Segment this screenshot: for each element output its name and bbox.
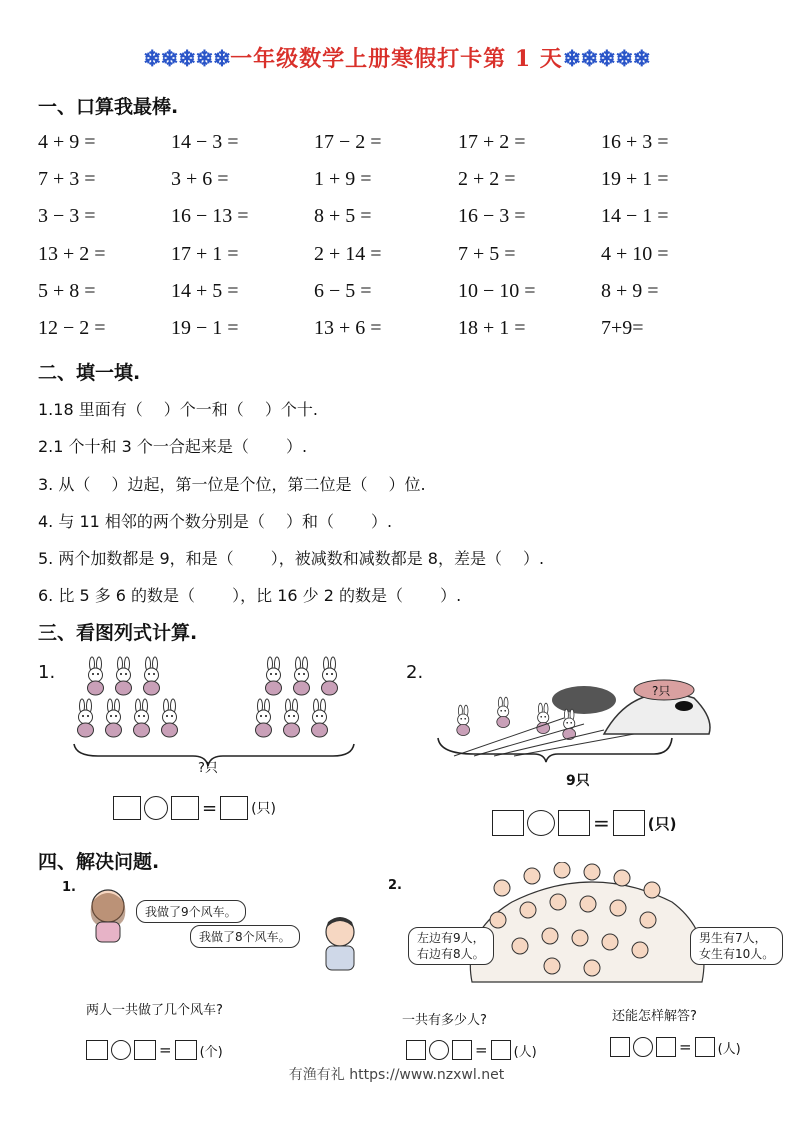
calc-item: 17 − 2 =: [314, 131, 382, 153]
child-head: [580, 896, 596, 912]
fill-item-1: 1.18 里面有（ ）个一和（ ）个十.: [38, 400, 318, 419]
rabbit-icon: [457, 705, 470, 735]
speech-bubble-boy: 我做了8个风车。: [190, 925, 300, 948]
unit-label: (只): [647, 814, 677, 833]
answer-box[interactable]: [220, 796, 248, 820]
problem3-1-number: 1.: [38, 662, 56, 683]
calc-item: 4 + 10 =: [601, 243, 669, 265]
child-head: [554, 862, 570, 878]
fill-item-4: 4. 与 11 相邻的两个数分别是（ ）和（ ）.: [38, 512, 393, 531]
calc-item: 18 + 1 =: [458, 317, 526, 339]
calc-item: 7+9=: [601, 317, 644, 339]
answer-row-3-2: [492, 810, 676, 836]
child-head: [512, 938, 528, 954]
problem4-2-number: 2.: [388, 878, 402, 893]
rabbit-icon: [322, 657, 338, 695]
child-head: [494, 880, 510, 896]
equals-sign: =: [679, 1038, 692, 1056]
calc-item: 16 + 3 =: [601, 131, 669, 153]
unit-label: (只): [251, 801, 277, 817]
calc-item: 8 + 9 =: [601, 280, 659, 302]
answer-box[interactable]: [613, 810, 645, 836]
answer-box[interactable]: [86, 1040, 108, 1060]
calc-item: 3 + 6 =: [171, 168, 229, 190]
child-head: [542, 928, 558, 944]
problem4-2-question1: 一共有多少人?: [402, 1013, 487, 1028]
child-head: [610, 900, 626, 916]
calc-item: 14 − 1 =: [601, 205, 669, 227]
child-head: [524, 868, 540, 884]
answer-box[interactable]: [656, 1037, 676, 1057]
answer-row-4-1: [86, 1040, 223, 1060]
snowflake-icon: ❄❄❄❄❄: [143, 46, 231, 72]
snowflake-icon: ❄❄❄❄❄: [562, 46, 650, 72]
speech-bubble-girl: 我做了9个风车。: [136, 900, 246, 923]
answer-box[interactable]: [492, 810, 524, 836]
rabbits-picture: [68, 656, 368, 776]
child-head: [584, 960, 600, 976]
fill-item-3: 3. 从（ ）边起，第一位是个位，第二位是（ ）位.: [38, 475, 426, 494]
calc-item: 19 + 1 =: [601, 168, 669, 190]
child-head: [544, 958, 560, 974]
child-head: [572, 930, 588, 946]
calc-item: 13 + 2 =: [38, 243, 106, 265]
rabbit-icon: [563, 709, 576, 739]
answer-box[interactable]: [558, 810, 590, 836]
child-head: [614, 870, 630, 886]
calc-item: 16 − 3 =: [458, 205, 526, 227]
problem3-2-total: 9只: [566, 773, 590, 789]
section4-heading: 四、解决问题.: [38, 851, 160, 873]
calc-item: 14 − 3 =: [171, 131, 239, 153]
child-head: [520, 902, 536, 918]
equals-sign: =: [159, 1041, 172, 1059]
fill-item-6: 6. 比 5 多 6 的数是（ ），比 16 少 2 的数是（ ）.: [38, 586, 462, 605]
calc-item: 13 + 6 =: [314, 317, 382, 339]
calc-item: 6 − 5 =: [314, 280, 372, 302]
rabbit-icon: [106, 699, 122, 737]
rabbit-icon: [256, 699, 272, 737]
child-head: [490, 912, 506, 928]
title-text: 一年级数学上册寒假打卡第 1 天: [230, 46, 563, 72]
child-head: [602, 934, 618, 950]
problem4-2-question2: 还能怎样解答?: [612, 1009, 697, 1024]
child-head: [632, 942, 648, 958]
operator-circle[interactable]: [527, 810, 555, 836]
fill-item-2: 2.1 个十和 3 个一合起来是（ ）.: [38, 437, 308, 456]
calc-item: 5 + 8 =: [38, 280, 96, 302]
answer-row-4-2a: [406, 1040, 537, 1060]
problem3-2-question: ?只: [652, 684, 671, 698]
problem4-1-question: 两人一共做了几个风车?: [86, 1003, 223, 1018]
child-head: [644, 882, 660, 898]
bush-shape: [552, 686, 616, 714]
answer-row-4-2b: [610, 1037, 741, 1057]
child-head: [550, 894, 566, 910]
calc-item: 14 + 5 =: [171, 280, 239, 302]
answer-box[interactable]: [695, 1037, 715, 1057]
operator-circle[interactable]: [429, 1040, 449, 1060]
calc-item: 2 + 14 =: [314, 243, 382, 265]
rabbit-icon: [266, 657, 282, 695]
rabbit-icon: [284, 699, 300, 737]
rabbits-into-cave-picture: [434, 668, 724, 778]
calc-item: 1 + 9 =: [314, 168, 372, 190]
section1-heading: 一、口算我最棒.: [38, 96, 179, 118]
problem3-2-number: 2.: [406, 662, 424, 683]
unit-label: (人): [513, 1044, 537, 1060]
rabbit-icon: [312, 699, 328, 737]
cave-hole: [675, 701, 693, 711]
calc-item: 12 − 2 =: [38, 317, 106, 339]
operator-circle[interactable]: [144, 796, 168, 820]
calc-item: 2 + 2 =: [458, 168, 516, 190]
operator-circle[interactable]: [111, 1040, 131, 1060]
child-head: [640, 912, 656, 928]
calc-item: 16 − 13 =: [171, 205, 249, 227]
operator-circle[interactable]: [633, 1037, 653, 1057]
equals-sign: =: [475, 1041, 488, 1059]
speech-bubble-left: 左边有9人， 右边有8人。: [408, 927, 494, 965]
rabbit-group-left: [78, 657, 178, 737]
answer-box[interactable]: [171, 796, 199, 820]
answer-box[interactable]: [610, 1037, 630, 1057]
rabbit-icon: [144, 657, 160, 695]
calc-item: 3 − 3 =: [38, 205, 96, 227]
problem3-1-question: ?只: [198, 761, 218, 776]
rabbit-icon: [162, 699, 178, 737]
answer-box[interactable]: [134, 1040, 156, 1060]
rabbit-icon: [294, 657, 310, 695]
calc-item: 17 + 1 =: [171, 243, 239, 265]
answer-box[interactable]: [491, 1040, 511, 1060]
boy-illustration: [318, 912, 362, 974]
girl-illustration: [84, 884, 134, 944]
answer-box[interactable]: [113, 796, 141, 820]
speech-bubble-right: 男生有7人， 女生有10人。: [690, 927, 783, 965]
page-title: [0, 42, 793, 73]
calc-item: 17 + 2 =: [458, 131, 526, 153]
footer-watermark: 有渔有礼 https://www.nzxwl.net: [288, 1067, 505, 1083]
unit-label: (人): [717, 1041, 741, 1057]
calc-item: 19 − 1 =: [171, 317, 239, 339]
rabbit-icon: [116, 657, 132, 695]
calc-item: 10 − 10 =: [458, 280, 536, 302]
rabbit-icon: [88, 657, 104, 695]
answer-box[interactable]: [175, 1040, 197, 1060]
rabbit-group-right: [256, 657, 338, 737]
child-head: [584, 864, 600, 880]
answer-box[interactable]: [452, 1040, 472, 1060]
calc-item: 4 + 9 =: [38, 131, 96, 153]
section3-heading: 三、看图列式计算.: [38, 622, 198, 644]
section2-heading: 二、填一填.: [38, 362, 141, 384]
rabbit-icon: [537, 703, 550, 733]
equals-sign: =: [593, 811, 610, 835]
calc-item: 7 + 3 =: [38, 168, 96, 190]
rabbit-icon: [497, 697, 510, 727]
problem4-1-number: 1.: [62, 880, 76, 895]
rabbit-icon: [134, 699, 150, 737]
rabbit-icon: [78, 699, 94, 737]
unit-label: (个): [199, 1044, 223, 1060]
equals-sign: =: [202, 797, 218, 819]
calc-item: 8 + 5 =: [314, 205, 372, 227]
answer-row-3-1: [113, 796, 276, 820]
calc-item: 7 + 5 =: [458, 243, 516, 265]
answer-box[interactable]: [406, 1040, 426, 1060]
fill-item-5: 5. 两个加数都是 9，和是（ ），被减数和减数都是 8，差是（ ）.: [38, 549, 545, 568]
